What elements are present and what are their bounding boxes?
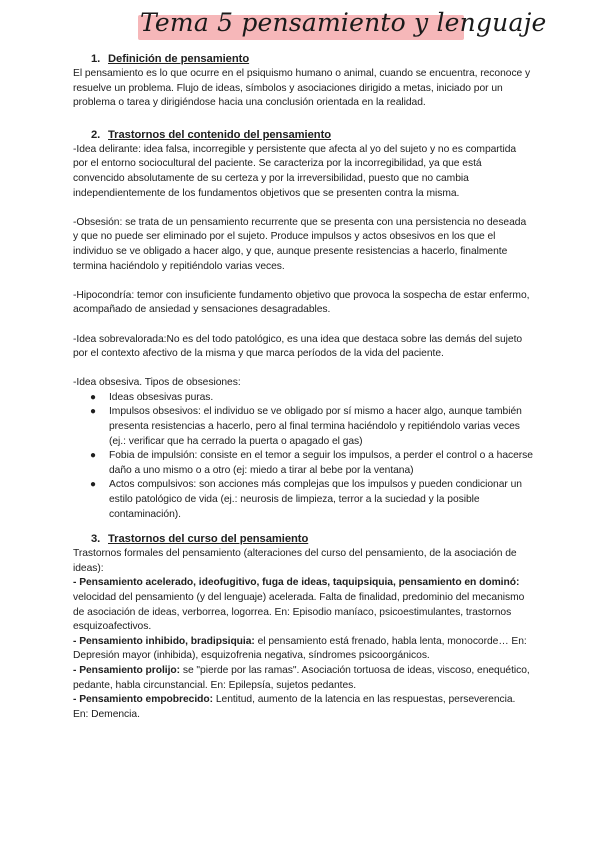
definition-item: - Pensamiento acelerado, ideofugitivo, fuga de ideas, taquipsiquia, pensamiento en dominó: velocidad del pensamiento (y del lenguaje) acelerada. Falta de finalidad, predominio del mecanismo de asociación de ideas, verborrea, logorrea. En: Episodio maníaco, psicoestimulantes, trastornos esquizoafectivos. <box>73 577 525 633</box>
section-heading-1 <box>73 52 533 67</box>
list-item: ● Actos compulsivos: son acciones más complejas que los impulsos y pueden condicionar un estilo patológico de vida (ej.: neurosis de limpieza, terror a la suciedad y la posible contaminación). <box>90 479 522 520</box>
paragraph: Trastornos formales del pensamiento (alteraciones del curso del pensamiento, de la asociación de ideas): <box>73 548 517 574</box>
section-heading-3 <box>73 532 533 547</box>
bullet-list <box>73 391 533 522</box>
list-item: ● Ideas obsesivas puras. <box>109 391 533 406</box>
list-item: ● Fobia de impulsión: consiste en el temor a seguir los impulsos, a perder el control o a hacerse daño a uno mismo o a otro (ej: miedo a tirar al bebe por la ventana) <box>90 450 533 476</box>
section-title: Trastornos del contenido del pensamiento <box>108 128 332 141</box>
list-intro: -Idea obsesiva. Tipos de obsesiones: <box>73 377 241 389</box>
bullet-icon: ● <box>90 406 96 418</box>
page-title: Tema 5 pensamiento y lenguaje <box>140 8 547 37</box>
document-body <box>73 52 533 722</box>
paragraph: -Idea sobrevalorada:No es del todo patológico, es una idea que destaca sobre las demás del sujeto por el contexto afectivo de la misma y que marca períodos de la vida del paciente. <box>73 333 523 360</box>
section-heading-2 <box>73 128 533 143</box>
definition-item: - Pensamiento empobrecido: Lentitud, aumento de la latencia en las respuestas, perseverencia. En: Demencia. <box>73 694 516 720</box>
section-number: 1. <box>91 53 101 65</box>
paragraph: -Obsesión: se trata de un pensamiento recurrente que se presenta con una persistencia no deseada y que no puede ser eliminado por el sujeto. Produce impulsos y actos obsesivos en los que el individuo se ve obligado a hacer algo, y que, aunque presente resistencias a hacerlo, finalmente termina haciéndolo y repitiéndolo varias veces. <box>73 216 527 272</box>
title-block <box>138 6 547 44</box>
definition-item: - Pensamiento inhibido, bradipsiquia: el pensamiento está frenado, habla lenta, monocorde… En: Depresión mayor (inhibida), esquizofrenia negativa, síndromes psicoorgánicos. <box>73 635 527 662</box>
section-number: 2. <box>91 128 101 141</box>
paragraph: -Hipocondría: temor con insuficiente fundamento objetivo que provoca la sospecha de estar enfermo, acompañado de ansiedad y sensaciones desagradables. <box>73 289 530 316</box>
section-title: Definición de pensamiento <box>108 53 250 65</box>
paragraph: -Idea delirante: idea falsa, incorregible y persistente que afecta al yo del sujeto y no es compartida por el entorno sociocultural del paciente. Se caracteriza por la incorregibilidad, ya que está convencido absolutamente de su certeza y por la irreversibilidad, puesto que no cambia independientemente de los fundamentos objetivos que se presenten contra la misma. <box>73 143 517 199</box>
bullet-icon: ● <box>90 450 96 462</box>
paragraph: El pensamiento es lo que ocurre en el psiquismo humano o animal, cuando se encuentra, reconoce y resuelve un problema. Flujo de ideas, símbolos y asociaciones dirigido a metas, iniciado por un problema o tarea y dirigiéndose hacia una conclusión orientada en la realidad. <box>73 68 531 109</box>
definition-item: - Pensamiento prolijo: se "pierde por las ramas". Asociación tortuosa de ideas, viscoso, enequético, pedante, habla circunstancial. En: Epilepsía, sujetos pedantes. <box>73 664 530 691</box>
section-title: Trastornos del curso del pensamiento <box>108 533 309 546</box>
list-item: ● Impulsos obsesivos: el individuo se ve obligado por sí mismo a hacer algo, aunque también presenta resistencias a hacerlo, pero al final termina haciéndolo y repitiéndolo varias veces (ej.: verificar que ha cerrado la puerta o apagado el gas) <box>90 406 522 447</box>
bullet-icon: ● <box>90 391 96 403</box>
bullet-icon: ● <box>90 479 96 491</box>
section-number: 3. <box>91 533 101 546</box>
